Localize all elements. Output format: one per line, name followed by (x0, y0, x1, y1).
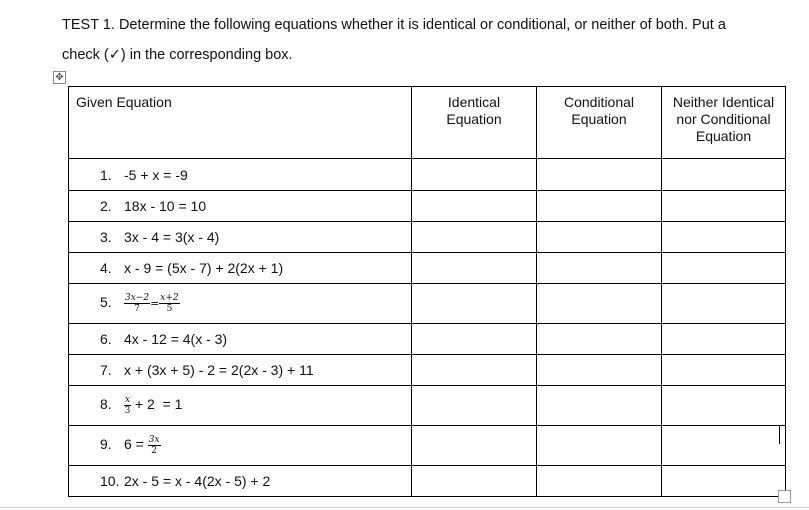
conditional-checkbox-cell[interactable] (537, 191, 662, 222)
page-divider (0, 507, 809, 508)
identical-checkbox-cell[interactable] (412, 253, 537, 284)
table-row (69, 466, 786, 497)
table-row (69, 253, 786, 284)
neither-checkbox-cell[interactable] (662, 386, 786, 426)
conditional-checkbox-cell[interactable] (537, 355, 662, 386)
conditional-checkbox-cell[interactable] (537, 426, 662, 466)
equation-cell[interactable]: 10. 2x - 5 = x - 4(2x - 5) + 2 (69, 466, 412, 497)
table-row (69, 191, 786, 222)
equation-cell[interactable]: 4. x - 9 = (5x - 7) + 2(2x + 1) (69, 253, 412, 284)
conditional-checkbox-cell[interactable] (537, 284, 662, 324)
equation-cell[interactable]: 2. 18x - 10 = 10 (69, 191, 412, 222)
neither-checkbox-cell[interactable] (662, 159, 786, 191)
neither-checkbox-cell[interactable] (662, 426, 786, 466)
fraction: $\frac{3x}{2}$ (148, 435, 160, 456)
instructions-line-2: check (✓) in the corresponding box. (62, 47, 293, 63)
equation-cell[interactable]: 8. $\frac{x}{3}$ + 2 = 1 (69, 386, 412, 426)
table-row (69, 426, 786, 466)
table-row (69, 284, 786, 324)
table-row (69, 159, 786, 191)
identical-checkbox-cell[interactable] (412, 386, 537, 426)
neither-checkbox-cell[interactable] (662, 222, 786, 253)
identical-checkbox-cell[interactable] (412, 426, 537, 466)
equation-cell[interactable]: 1. -5 + x = -9 (69, 159, 412, 191)
header-given-equation[interactable]: Given Equation (69, 87, 412, 159)
neither-checkbox-cell[interactable] (662, 355, 786, 386)
identical-checkbox-cell[interactable] (412, 324, 537, 355)
fraction: $\frac{3x-2}{7}$ (125, 293, 150, 314)
table-row (69, 222, 786, 253)
equation-cell[interactable]: 6. 4x - 12 = 4(x - 3) (69, 324, 412, 355)
header-conditional[interactable]: Conditional Equation (537, 87, 662, 159)
conditional-checkbox-cell[interactable] (537, 159, 662, 191)
neither-checkbox-cell[interactable] (662, 284, 786, 324)
instructions (62, 10, 782, 70)
conditional-checkbox-cell[interactable] (537, 324, 662, 355)
table-header-row (69, 87, 786, 159)
fraction: $\frac{x+2}{5}$ (160, 293, 179, 314)
identical-checkbox-cell[interactable] (412, 159, 537, 191)
table-row (69, 324, 786, 355)
equation-cell[interactable]: 3. 3x - 4 = 3(x - 4) (69, 222, 412, 253)
neither-checkbox-cell[interactable] (662, 466, 786, 497)
fraction: $\frac{x}{3}$ (124, 395, 131, 416)
identical-checkbox-cell[interactable] (412, 284, 537, 324)
instructions-line-1: TEST 1. Determine the following equations whether it is identical or conditional, or neither of both. Put a (62, 17, 726, 33)
equation-cell[interactable]: 7. x + (3x + 5) - 2 = 2(2x - 3) + 11 (69, 355, 412, 386)
header-identical[interactable]: Identical Equation (412, 87, 537, 159)
equations-table (68, 86, 786, 497)
conditional-checkbox-cell[interactable] (537, 222, 662, 253)
resize-handle-icon[interactable] (778, 490, 791, 503)
conditional-checkbox-cell[interactable] (537, 466, 662, 497)
identical-checkbox-cell[interactable] (412, 191, 537, 222)
header-neither[interactable]: Neither Identical nor Conditional Equation (662, 87, 786, 159)
move-handle-icon[interactable]: ✥ (53, 71, 66, 84)
equation-cell[interactable]: 9. 6 = $\frac{3x}{2}$ (69, 426, 412, 466)
conditional-checkbox-cell[interactable] (537, 253, 662, 284)
equation-cell[interactable]: 5. $\frac{3x-2}{7}$ = $\frac{x+2}{5}$ (69, 284, 412, 324)
identical-checkbox-cell[interactable] (412, 222, 537, 253)
table-row (69, 386, 786, 426)
conditional-checkbox-cell[interactable] (537, 386, 662, 426)
identical-checkbox-cell[interactable] (412, 355, 537, 386)
identical-checkbox-cell[interactable] (412, 466, 537, 497)
neither-checkbox-cell[interactable] (662, 253, 786, 284)
text-cursor (779, 426, 780, 444)
neither-checkbox-cell[interactable] (662, 324, 786, 355)
table-row (69, 355, 786, 386)
neither-checkbox-cell[interactable] (662, 191, 786, 222)
